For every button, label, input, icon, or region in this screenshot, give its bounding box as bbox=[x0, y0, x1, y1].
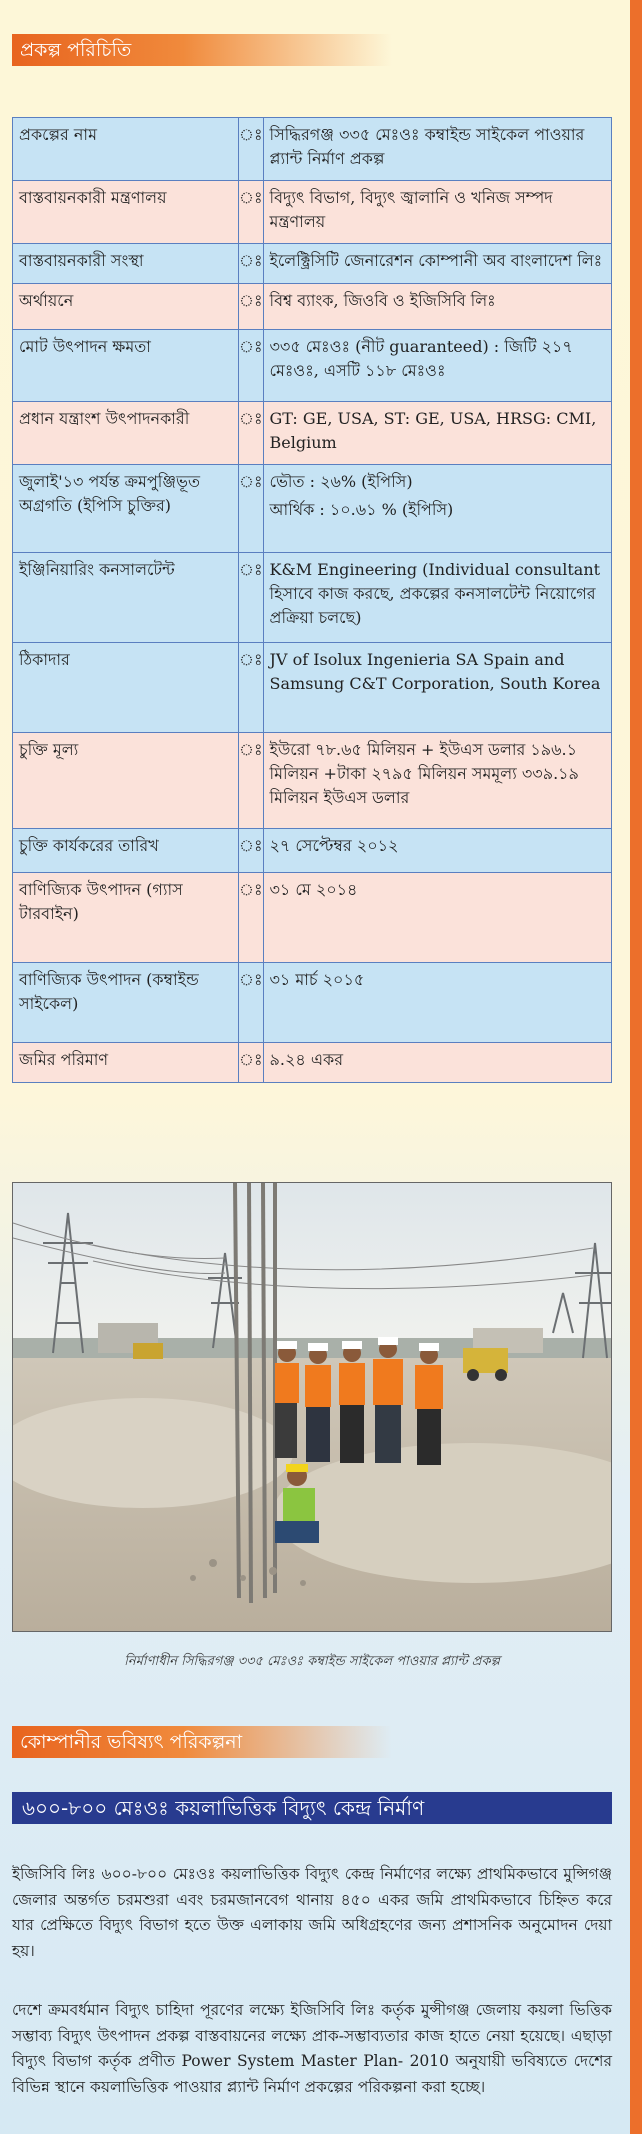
paragraph-1: ইজিসিবি লিঃ ৬০০-৮০০ মেঃওঃ কয়লাভিত্তিক বিদ্যুৎ কেন্দ্র নির্মাণের লক্ষ্যে প্রাথমিকভাবে মুন্সিগঞ্জ জেলার অন্তর্গত চরমশুরা এবং চরমজানবেগ থানায় ৪৫০ একর জমি প্রাথমিকভাবে চিহ্নিত করে যার প্রেক্ষিতে বিদ্যুৎ বিভাগ হতে উক্ত এলাকায় জমি অধিগ্রহণের জন্য প্রশাসনিক অনুমোদন দেয়া হয়। bbox=[12, 1865, 612, 1960]
row-label: ইঞ্জিনিয়ারিং কনসালটেন্ট bbox=[13, 553, 239, 643]
row-value-line: ইউরো ৭৮.৬৫ মিলিয়ন + ইউএস ডলার ১৯৬.১ মিলিয়ন +টাকা ২৭৯৫ মিলিয়ন সমমূল্য ৩৩৯.১৯ মিলিয়ন ইউএস ডলার bbox=[269, 740, 579, 807]
row-value bbox=[263, 284, 611, 330]
row-label: বাণিজ্যিক উৎপাদন (কম্বাইন্ড সাইকেল) bbox=[13, 963, 239, 1043]
row-value bbox=[263, 330, 611, 402]
row-value bbox=[263, 244, 611, 284]
row-label: বাস্তবায়নকারী সংস্থা bbox=[13, 244, 239, 284]
table-row bbox=[13, 118, 612, 181]
table-row bbox=[13, 553, 612, 643]
row-label: বাণিজ্যিক উৎপাদন (গ্যাস টারবাইন) bbox=[13, 873, 239, 963]
row-separator: ঃ bbox=[239, 553, 264, 643]
row-label: চুক্তি কার্যকরের তারিখ bbox=[13, 829, 239, 873]
row-value-line: ৩১ মে ২০১৪ bbox=[269, 880, 358, 899]
row-value bbox=[263, 643, 611, 733]
table-row bbox=[13, 873, 612, 963]
row-value bbox=[263, 829, 611, 873]
table-row bbox=[13, 284, 612, 330]
row-label: অর্থায়নে bbox=[13, 284, 239, 330]
page-side-bar bbox=[630, 0, 642, 2134]
row-separator: ঃ bbox=[239, 963, 264, 1043]
row-value-line: GT: GE, USA, ST: GE, USA, HRSG: CMI, Belgium bbox=[269, 409, 597, 452]
table-row bbox=[13, 963, 612, 1043]
row-value-line: ৩১ মার্চ ২০১৫ bbox=[269, 970, 365, 989]
row-separator: ঃ bbox=[239, 873, 264, 963]
paragraph-2: দেশে ক্রমবর্ধমান বিদ্যুৎ চাহিদা পূরণের লক্ষ্যে ইজিসিবি লিঃ কর্তৃক মুন্সীগঞ্জ জেলায় কয়লা ভিত্তিক সম্ভাব্য বিদ্যুৎ উৎপাদন প্রকল্প বাস্তবায়নের লক্ষ্যে প্রাক-সম্ভাব্যতার কাজ হাতে নেয়া হয়েছে। এছাড়া বিদ্যুৎ বিভাগ কর্তৃক প্রণীত Power System Master Plan- 2010 অনুযায়ী ভবিষ্যতে দেশের বিভিন্ন স্থানে কয়লাভিত্তিক পাওয়ার প্ল্যান্ট নির্মাণ প্রকল্পের পরিকল্পনা করা হচ্ছে। bbox=[12, 2001, 612, 2096]
row-label: মোট উৎপাদন ক্ষমতা bbox=[13, 330, 239, 402]
row-label: বাস্তবায়নকারী মন্ত্রণালয় bbox=[13, 181, 239, 244]
project-info-table bbox=[12, 117, 612, 1083]
table-row bbox=[13, 643, 612, 733]
construction-site-illustration bbox=[13, 1183, 612, 1632]
row-value bbox=[263, 1043, 611, 1083]
row-label: জমির পরিমাণ bbox=[13, 1043, 239, 1083]
row-value-line: ভৌত : ২৬% (ইপিসি) bbox=[269, 472, 413, 491]
row-label: ঠিকাদার bbox=[13, 643, 239, 733]
row-value bbox=[263, 873, 611, 963]
row-value-line: আর্থিক : ১০.৬১ % (ইপিসি) bbox=[269, 500, 454, 519]
row-separator: ঃ bbox=[239, 244, 264, 284]
row-value-line: বিদ্যুৎ বিভাগ, বিদ্যুৎ জ্বালানি ও খনিজ সম্পদ মন্ত্রণালয় bbox=[269, 188, 553, 231]
table-row bbox=[13, 181, 612, 244]
table-row bbox=[13, 733, 612, 829]
row-separator: ঃ bbox=[239, 465, 264, 553]
construction-site-photo bbox=[12, 1182, 612, 1632]
row-value-line: সিদ্ধিরগঞ্জ ৩৩৫ মেঃওঃ কম্বাইন্ড সাইকেল পাওয়ার প্ল্যান্ট নির্মাণ প্রকল্প bbox=[269, 125, 585, 168]
table-row bbox=[13, 330, 612, 402]
row-separator: ঃ bbox=[239, 330, 264, 402]
row-value bbox=[263, 553, 611, 643]
row-value bbox=[263, 402, 611, 465]
row-value-line: K&M Engineering (Individual consultant হিসাবে কাজ করছে, প্রকল্পের কনসালটেন্ট নিয়োগের প্রক্রিয়া চলছে) bbox=[269, 560, 601, 627]
row-separator: ঃ bbox=[239, 118, 264, 181]
photo-caption: নির্মাণাধীন সিদ্ধিরগঞ্জ ৩৩৫ মেঃওঃ কম্বাইন্ড সাইকেল পাওয়ার প্ল্যান্ট প্রকল্প bbox=[124, 1654, 500, 1669]
row-label: প্রকল্পের নাম bbox=[13, 118, 239, 181]
section-header-project-intro: প্রকল্প পরিচিতি bbox=[12, 34, 392, 66]
row-label: জুলাই'১৩ পর্যন্ত ক্রমপুঞ্জিভূত অগ্রগতি (ইপিসি চুক্তির) bbox=[13, 465, 239, 553]
row-value bbox=[263, 733, 611, 829]
row-separator: ঃ bbox=[239, 733, 264, 829]
row-value bbox=[263, 465, 611, 553]
row-value-line: ৯.২৪ একর bbox=[269, 1050, 344, 1069]
row-label: প্রধান যন্ত্রাংশ উৎপাদনকারী bbox=[13, 402, 239, 465]
row-value-line: JV of Isolux Ingenieria SA Spain and Samsung C&T Corporation, South Korea bbox=[269, 650, 601, 693]
row-value bbox=[263, 118, 611, 181]
row-separator: ঃ bbox=[239, 643, 264, 733]
row-separator: ঃ bbox=[239, 1043, 264, 1083]
row-separator: ঃ bbox=[239, 181, 264, 244]
row-value-line: ২৭ সেপ্টেম্বর ২০১২ bbox=[269, 836, 399, 855]
row-value bbox=[263, 181, 611, 244]
coal-plant-banner: ৬০০-৮০০ মেঃওঃ কয়লাভিত্তিক বিদ্যুৎ কেন্দ্র নির্মাণ bbox=[12, 1792, 612, 1824]
table-row bbox=[13, 1043, 612, 1083]
row-value-line: ইলেক্ট্রিসিটি জেনারেশন কোম্পানী অব বাংলাদেশ লিঃ bbox=[269, 251, 603, 270]
table-row bbox=[13, 244, 612, 284]
row-separator: ঃ bbox=[239, 829, 264, 873]
row-separator: ঃ bbox=[239, 402, 264, 465]
table-row bbox=[13, 829, 612, 873]
row-separator: ঃ bbox=[239, 284, 264, 330]
section-header-future-plan: কোম্পানীর ভবিষ্যৎ পরিকল্পনা bbox=[12, 1726, 392, 1758]
row-value bbox=[263, 963, 611, 1043]
table-row bbox=[13, 402, 612, 465]
table-row bbox=[13, 465, 612, 553]
row-label: চুক্তি মূল্য bbox=[13, 733, 239, 829]
row-value-line: বিশ্ব ব্যাংক, জিওবি ও ইজিসিবি লিঃ bbox=[269, 291, 496, 310]
row-value-line: ৩৩৫ মেঃওঃ (নীট guaranteed) : জিটি ২১৭ মেঃওঃ, এসটি ১১৮ মেঃওঃ bbox=[269, 337, 573, 380]
